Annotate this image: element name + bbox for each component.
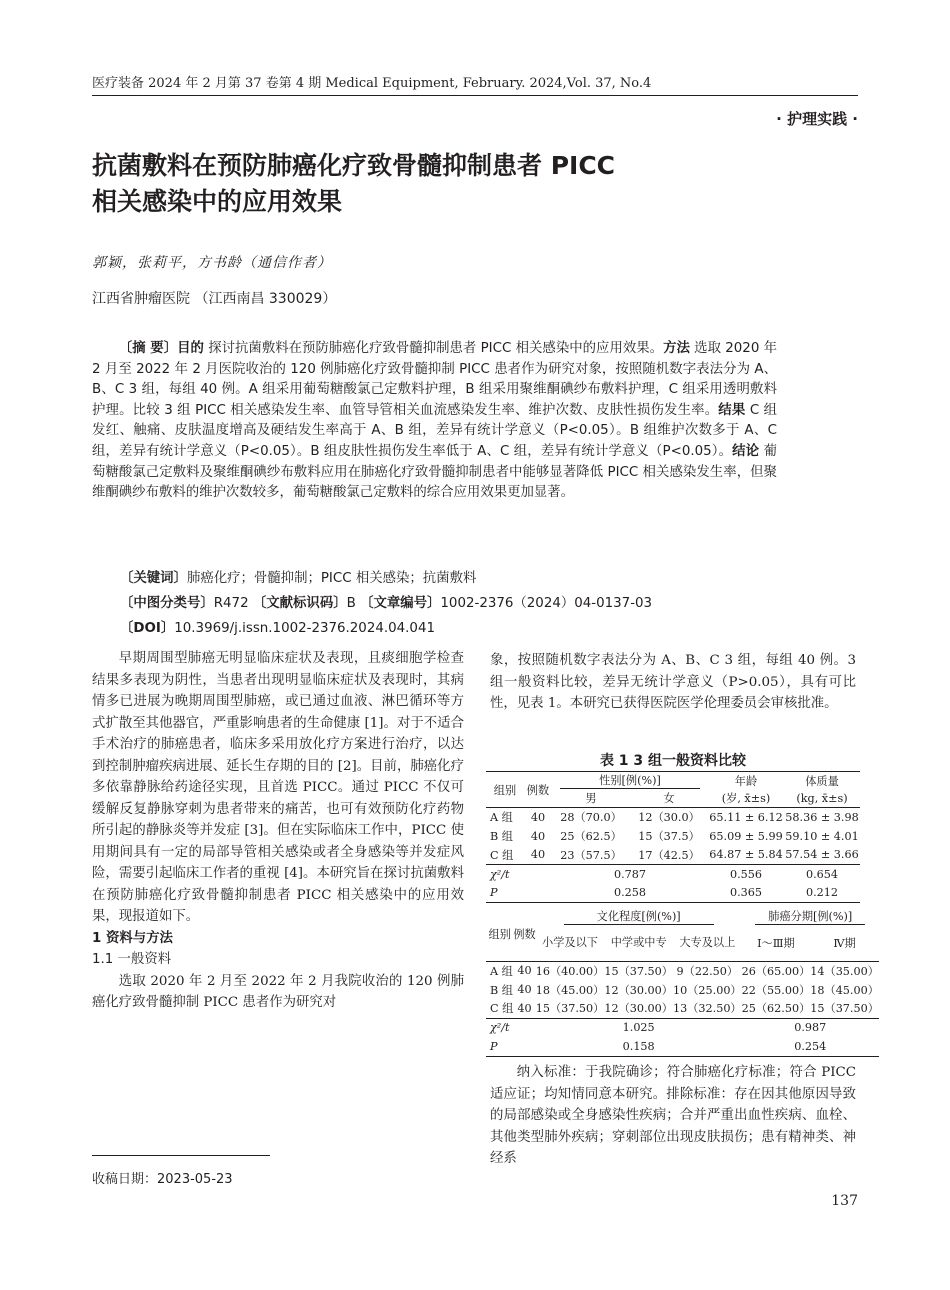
cell-female: 15（37.5）	[638, 830, 700, 843]
grouping-paragraph: 象，按照随机数字表法分为 A、B、C 3 组，每组 40 例。3 组一般资料比较，差异无统计学意义（P>0.05），具有可比性，见表 1。本研究已获得医院医学伦理委员会审核批准。	[490, 653, 856, 711]
table-row	[486, 961, 879, 980]
cell-group: B 组	[490, 830, 513, 843]
cell-weight: 57.54 ± 3.66	[785, 848, 859, 862]
stat-row	[486, 865, 860, 884]
title-line-2: 相关感染中的应用效果	[92, 187, 343, 216]
p-age: 0.365	[729, 886, 763, 900]
stat-stage: 0.987	[794, 1021, 827, 1035]
section-label: · 护理实践 ·	[776, 110, 858, 128]
cell-n: 40	[517, 964, 532, 978]
cell-group: C 组	[490, 1002, 514, 1016]
th-stage13: Ⅰ～Ⅲ期	[757, 936, 795, 950]
abstract-methods: 选取 2020 年 2 月至 2022 年 2 月医院收治的 120 例肺癌化疗致骨髓抑制 PICC 患者作为研究对象，按照随机数字表法分为 A、B、C 3 组，每组 40 例。A 组采用葡萄糖酸氯己定敷料护理，B 组采用聚维酮碘纱布敷料护理，C 组采用透明敷料护理。比较 3 组 PICC 相关感染发生率、血管导管相关血流感染发生率、维护次数、皮肤性损伤发生率。	[92, 341, 778, 418]
stat-edu: 1.025	[622, 1021, 655, 1035]
keywords	[120, 569, 476, 589]
cell-stage13: 22（55.00）	[741, 983, 811, 997]
p-weight: 0.212	[805, 886, 839, 900]
cell-primary: 18（45.00）	[535, 983, 605, 997]
p-label: P	[490, 1039, 498, 1053]
th-male: 男	[585, 792, 597, 806]
cell-stage13: 25（62.50）	[741, 1002, 811, 1016]
th-age-unit: (岁, x̄±s)	[721, 792, 771, 806]
th-weight: 体质量	[805, 774, 839, 788]
doc-value: B	[346, 596, 356, 611]
th-group: 组别	[486, 907, 513, 961]
cell-n: 40	[517, 983, 532, 996]
cell-n: 40	[530, 810, 546, 824]
title-line-1: 抗菌敷料在预防肺癌化疗致骨髓抑制患者 PICC	[92, 151, 616, 180]
received-date: 收稿日期：2023-05-23	[92, 1172, 233, 1187]
conclusion-label: 结论	[732, 443, 760, 459]
th-stage4: Ⅳ期	[833, 936, 856, 950]
stat-label: χ²/t	[490, 1021, 510, 1035]
cell-female: 17（42.5）	[638, 848, 700, 862]
abstract-results: C 组发红、触痛、皮肤温度增高及硬结发生率高于 A、B 组，差异有统计学意义（P<0.05）。B 组维护次数多于 A、C 组，差异有统计学意义（P<0.05）。B 组皮肤性损伤发生率低于 A、C 组，差异有统计学意义（P<0.05）。	[92, 402, 777, 459]
methods-label: 方法	[663, 341, 690, 356]
th-middle: 中学或中专	[610, 936, 667, 950]
cell-group: A 组	[490, 811, 513, 825]
subsection-heading: 1.1 一般资料	[92, 952, 172, 967]
table1-part1	[486, 771, 860, 903]
p-label: P	[490, 886, 498, 900]
cell-male: 23（57.5）	[560, 848, 622, 862]
cell-primary: 15（37.50）	[535, 1002, 605, 1016]
stat-label: χ²/t	[490, 867, 510, 881]
p-stage: 0.254	[794, 1039, 827, 1053]
cell-age: 64.87 ± 5.84	[709, 848, 783, 862]
journal-header: 医疗装备 2024 年 2 月第 37 卷第 4 期 Medical Equipment, February. 2024,Vol. 37, No.4	[92, 76, 652, 91]
th-edu: 文化程度[例(%)]	[536, 907, 742, 925]
criteria-paragraph: 纳入标准：于我院确诊；符合肺癌化疗标准；符合 PICC 适应证；均知情同意本研究。排除标准：存在因其他原因导致的局部感染或全身感染性疾病；合并严重出血性疾病、血栓、其他类型肺外疾病；穿刺部位出现皮肤损伤；患有精神类、神经系	[490, 1065, 856, 1166]
footnote-rule	[92, 1155, 270, 1156]
general-paragraph: 选取 2020 年 2 月至 2022 年 2 月我院收治的 120 例肺癌化疗致骨髓抑制 PICC 患者作为研究对	[92, 973, 464, 1010]
keywords-label: 〔关键词〕	[120, 571, 187, 586]
doi	[120, 619, 435, 639]
abstract-objective: 探讨抗菌敷料在预防肺癌化疗致骨髓抑制患者 PICC 相关感染中的应用效果。	[203, 341, 664, 356]
cell-middle: 15（37.50）	[604, 964, 673, 978]
doi-label: 〔DOI〕	[120, 621, 175, 636]
cell-age: 65.09 ± 5.99	[709, 829, 783, 843]
th-college: 大专及以上	[679, 936, 736, 950]
cell-weight: 58.36 ± 3.98	[785, 810, 859, 824]
th-n: 例数	[524, 772, 552, 808]
cell-stage4: 18（45.00）	[810, 983, 879, 997]
doi-value: 10.3969/j.issn.1002-2376.2024.04.041	[174, 621, 435, 636]
cell-college: 9（22.50）	[676, 964, 739, 978]
intro-paragraph: 早期周围型肺癌无明显临床症状及表现，且痰细胞学检查结果多表现为阴性，当患者出现明显临床症状及表现时，其病情多已进展为晚期周围型肺癌，或已通过血液、淋巴循环等方式扩散至其他器官，严重影响患者的生命健康 [1]。对于不适合手术治疗的肺癌患者，临床多采用放化疗方案进行治疗，以达到控制肿瘤疾病进展、延长生存期的目的 [2]。目前，肺癌化疗多依靠静脉给药途径实现，且首选 PICC。通过 PICC 不仅可缓解反复静脉穿刺为患者带来的痛苦，也可有效预防化疗药物所引起的静脉炎等并发症 [3]。但在实际临床工作中，PICC 使用期间具有一定的局部导管相关感染或者全身感染等并发症风险，需要引起临床工作者的重视 [4]。本研究旨在探讨抗菌敷料在预防肺癌化疗致骨髓抑制患者 PICC 相关感染中的应用效果，现报道如下。	[92, 651, 464, 924]
p-edu: 0.158	[622, 1039, 655, 1053]
cell-n: 40	[517, 1001, 532, 1015]
section-heading: 1 资料与方法	[92, 930, 173, 946]
cell-college: 10（25.00）	[672, 983, 742, 997]
cell-weight: 59.10 ± 4.01	[785, 829, 859, 843]
affiliation: 江西省肿瘤医院 （江西南昌 330029）	[92, 291, 337, 307]
table-row	[486, 999, 879, 1018]
cell-n: 40	[530, 829, 546, 843]
header-rule	[92, 95, 858, 96]
p-row	[486, 1037, 879, 1056]
cell-n: 40	[530, 848, 546, 862]
artno-value: 1002-2376（2024）04-0137-03	[440, 596, 653, 611]
clc-value: R472	[213, 596, 249, 611]
article-title	[92, 148, 792, 220]
cell-group: C 组	[490, 848, 514, 862]
th-primary: 小学及以下	[542, 936, 598, 950]
classification	[120, 594, 652, 614]
cell-stage13: 26（65.00）	[741, 964, 811, 978]
cell-female: 12（30.0）	[638, 811, 700, 825]
th-stage: 肺癌分期[例(%)]	[742, 907, 879, 925]
table-caption: 表 1 3 组一般资料比较	[599, 753, 747, 769]
th-female: 女	[663, 792, 675, 806]
stat-row	[486, 1018, 879, 1037]
cell-middle: 12（30.00）	[604, 1002, 673, 1016]
authors: 郭颖，张莉平，方书龄（通信作者）	[92, 255, 332, 271]
table1-part2	[486, 907, 879, 1057]
cell-male: 25（62.5）	[560, 830, 622, 843]
abstract-label: 〔摘 要〕目的	[118, 341, 204, 356]
stat-age: 0.556	[729, 867, 763, 881]
th-n: 例数	[513, 907, 535, 961]
right-column-top	[490, 650, 856, 715]
artno-label: 〔文章编号〕	[360, 596, 441, 611]
th-age: 年龄	[734, 774, 758, 788]
th-weight-unit: (kg, x̄±s)	[796, 791, 848, 805]
p-sex: 0.258	[613, 886, 647, 900]
cell-stage4: 14（35.00）	[810, 964, 879, 978]
abstract	[92, 339, 777, 504]
cell-age: 65.11 ± 6.12	[709, 810, 783, 824]
table-row	[486, 980, 879, 999]
table-row	[486, 846, 860, 865]
clc-label: 〔中图分类号〕	[120, 596, 214, 611]
keywords-text: 肺癌化疗；骨髓抑制；PICC 相关感染；抗菌敷料	[186, 571, 477, 586]
right-column-bottom	[490, 1062, 856, 1170]
cell-group: A 组	[490, 964, 513, 978]
stat-weight: 0.654	[805, 867, 839, 881]
cell-middle: 12（30.00）	[604, 983, 673, 997]
cell-college: 13（32.50）	[672, 1002, 742, 1016]
stat-sex: 0.787	[613, 867, 647, 881]
abstract-conclusion: 葡萄糖酸氯己定敷料及聚维酮碘纱布敷料应用在肺癌化疗致骨髓抑制患者中能够显著降低 PICC 相关感染发生率，但聚维酮碘纱布敷料的维护次数较多，葡萄糖酸氯己定敷料的综合应用效果更加显著。	[92, 443, 777, 501]
th-group: 组别	[486, 772, 524, 808]
table-row	[486, 808, 860, 827]
page-number: 137	[831, 1193, 858, 1209]
cell-primary: 16（40.00）	[535, 964, 605, 978]
p-row	[486, 884, 860, 903]
results-label: 结果	[718, 402, 746, 418]
left-column	[92, 648, 464, 1014]
table-row	[486, 827, 860, 846]
cell-male: 28（70.0）	[560, 811, 622, 825]
th-sex: 性别[例(%)]	[552, 772, 708, 790]
doc-label: 〔文献标识码〕	[252, 596, 347, 611]
cell-stage4: 15（37.50）	[810, 1002, 879, 1016]
cell-group: B 组	[490, 983, 513, 997]
